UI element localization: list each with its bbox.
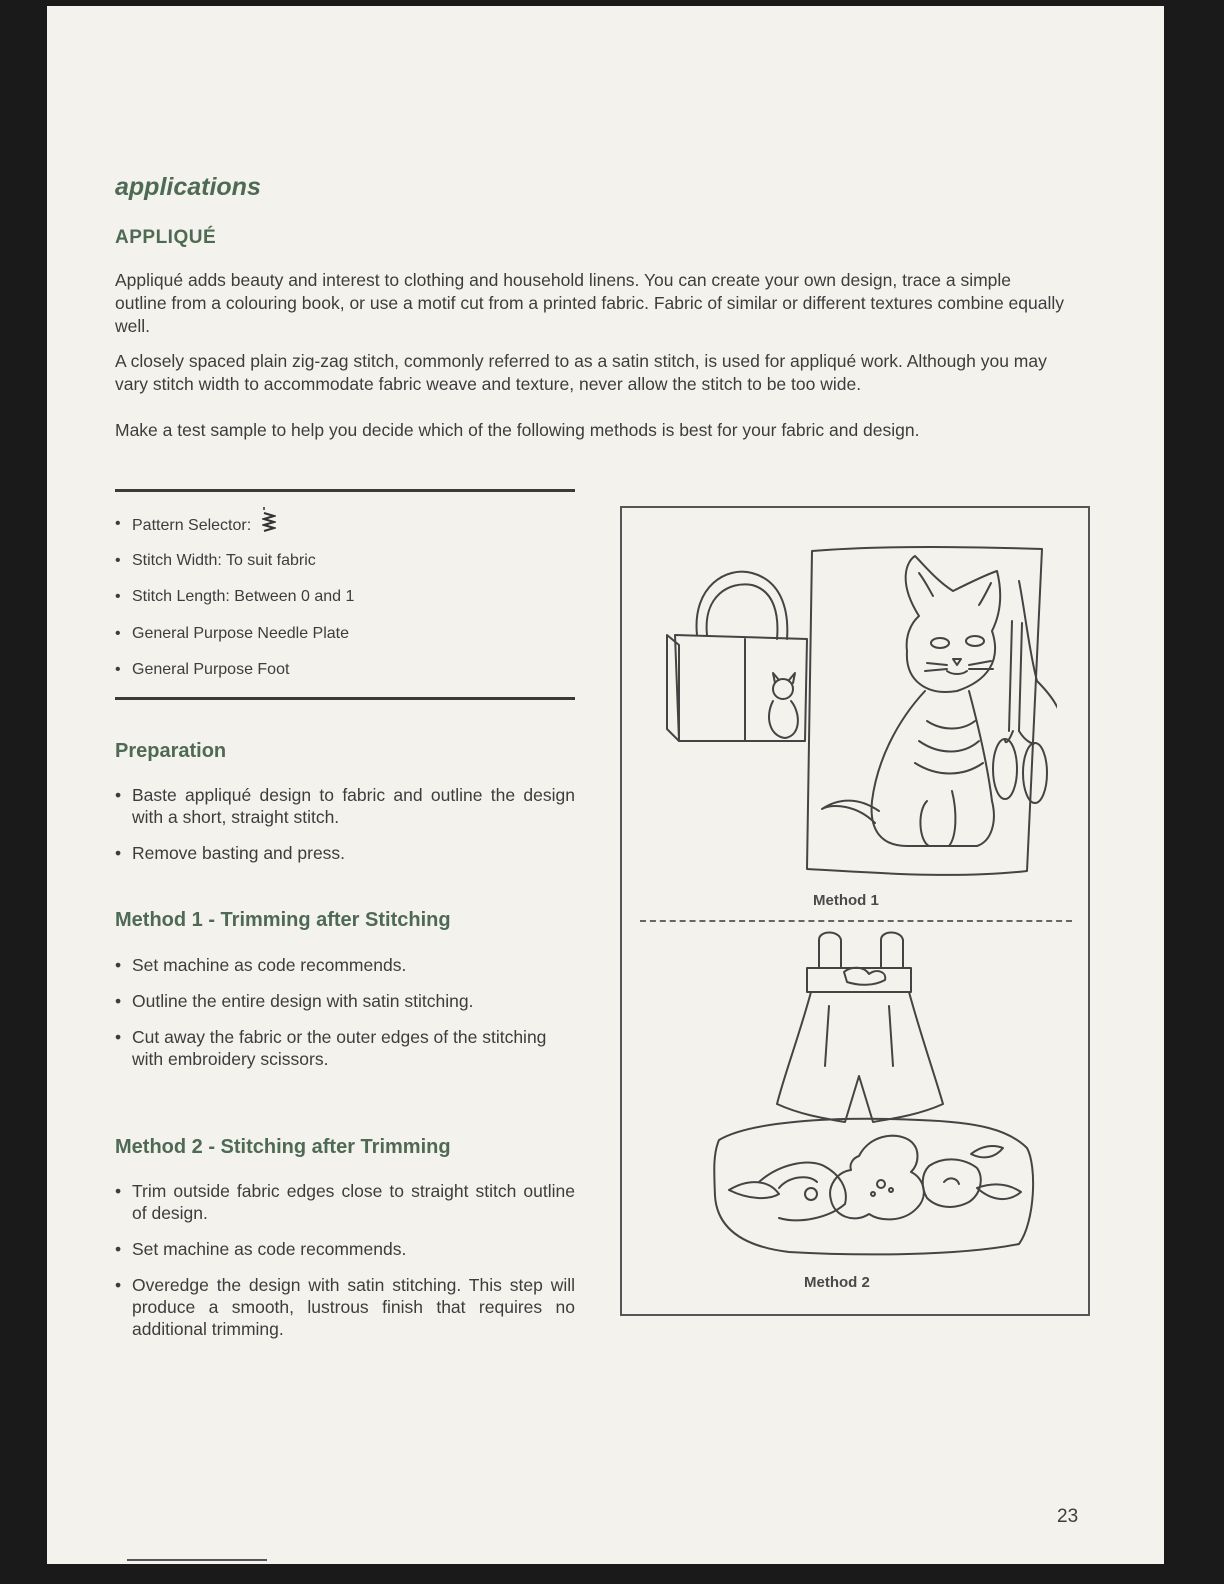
fabric-sheet xyxy=(807,547,1042,875)
method2-illustration xyxy=(659,926,1055,1271)
list-item: • Overedge the design with satin stitching. This step will produce a smooth, lustrous finish that requires no additional trimming. xyxy=(115,1274,575,1340)
list-item: • Set machine as code recommends. xyxy=(115,954,575,976)
list-item: • Cut away the fabric or the outer edges of the stitching with embroidery scissors. xyxy=(115,1026,575,1070)
method2-list xyxy=(115,1180,575,1354)
method1-heading: Method 1 - Trimming after Stitching xyxy=(115,909,451,931)
method2-heading: Method 2 - Stitching after Trimming xyxy=(115,1136,451,1158)
list-item: • Baste appliqué design to fabric and outline the design with a short, straight stitch. xyxy=(115,784,575,828)
preparation-list xyxy=(115,784,575,878)
list-item: • Outline the entire design with satin stitching. xyxy=(115,990,575,1012)
list-item: • Trim outside fabric edges close to straight stitch outline of design. xyxy=(115,1180,575,1224)
intro-paragraph-2: A closely spaced plain zig-zag stitch, commonly referred to as a satin stitch, is used for appliqué work. Although you may vary stitch width to accommodate fabric weave and texture, never allow the stitch to be too wide. xyxy=(115,351,1047,394)
page-heading: APPLIQUÉ xyxy=(115,227,217,248)
method1-illustration xyxy=(657,541,1057,886)
settings-item: • Stitch Width: To suit fabric xyxy=(115,551,354,588)
zigzag-stitch-icon xyxy=(262,506,276,538)
settings-top-rule xyxy=(115,489,575,492)
figure-divider xyxy=(640,920,1072,922)
list-item: • Remove basting and press. xyxy=(115,842,575,864)
page-number: 23 xyxy=(1057,1506,1079,1527)
intro-paragraph-1: Appliqué adds beauty and interest to clothing and household linens. You can create your own design, trace a simple outline from a colouring book, or use a motif cut from a printed fabric. Fabric of similar or different textures combine equally well. xyxy=(115,270,1064,336)
preparation-heading: Preparation xyxy=(115,740,227,762)
figure-caption-method1: Method 1 xyxy=(813,892,879,909)
manual-page xyxy=(47,6,1164,1564)
settings-bottom-rule xyxy=(115,697,575,700)
footer-line xyxy=(127,1559,267,1561)
method1-list xyxy=(115,954,575,1084)
list-item: • Set machine as code recommends. xyxy=(115,1238,575,1260)
settings-item-label: Pattern Selector: xyxy=(132,517,252,535)
settings-item: • General Purpose Needle Plate xyxy=(115,624,354,661)
figure-caption-method2: Method 2 xyxy=(804,1274,870,1291)
section-title: applications xyxy=(115,173,261,201)
settings-item: • General Purpose Foot xyxy=(115,660,354,697)
settings-item: • Stitch Length: Between 0 and 1 xyxy=(115,587,354,624)
intro-paragraph-3: Make a test sample to help you decide which of the following methods is best for your fabric and design. xyxy=(115,420,920,440)
machine-settings-list xyxy=(115,514,354,697)
settings-item xyxy=(115,514,354,551)
